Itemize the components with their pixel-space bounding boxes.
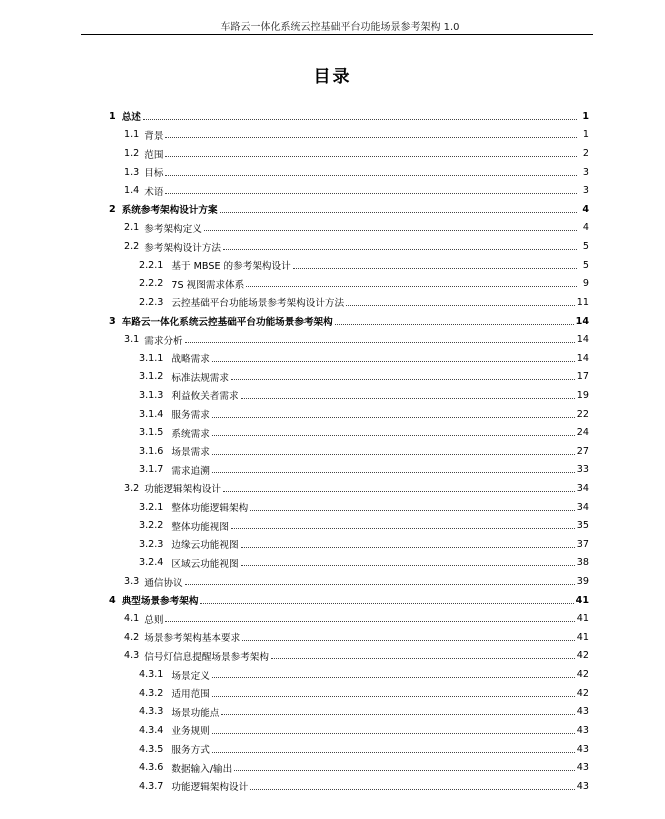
toc-dot-leader (200, 603, 573, 604)
toc-entry-page-number: 22 (576, 408, 589, 420)
toc-entry-page-number: 9 (582, 278, 589, 290)
toc-dot-leader (231, 528, 575, 529)
toc-dot-leader (242, 640, 575, 641)
toc-entry-label: 功能逻辑架构设计 (144, 484, 222, 496)
toc-entry-label: 术语 (144, 186, 164, 198)
toc-entry[interactable] (0, 554, 665, 573)
toc-entry-label: 7S 视图需求体系 (171, 279, 245, 291)
toc-entry-label: 场景需求 (171, 447, 210, 459)
toc-entry-page-number: 43 (576, 762, 589, 774)
toc-entry-label: 边缘云功能视图 (171, 540, 239, 552)
toc-entry[interactable] (0, 591, 665, 610)
toc-entry[interactable] (0, 703, 665, 722)
toc-entry-number: 3.1.3 (139, 389, 164, 401)
toc-entry[interactable] (0, 461, 665, 480)
toc-entry-number: 3.1.4 (139, 408, 164, 420)
toc-entry[interactable] (0, 609, 665, 628)
toc-dot-leader (223, 491, 575, 492)
toc-entry-label: 场景定义 (171, 670, 210, 682)
toc-entry[interactable] (0, 665, 665, 684)
toc-dot-leader (212, 733, 575, 734)
toc-dot-leader (165, 175, 577, 176)
toc-entry-page-number: 1 (582, 129, 589, 141)
toc-entry-page-number: 41 (575, 594, 589, 606)
toc-entry-label: 总则 (144, 614, 164, 626)
toc-dot-leader (212, 435, 575, 436)
toc-entry-number: 3.1.7 (139, 464, 164, 476)
toc-entry[interactable] (0, 368, 665, 387)
toc-entry-page-number: 3 (582, 185, 589, 197)
toc-entry[interactable] (0, 256, 665, 275)
toc-entry-number: 3 (109, 315, 116, 327)
toc-entry-number: 3.2.2 (139, 520, 164, 532)
toc-entry-page-number: 14 (576, 334, 589, 346)
toc-entry-number: 4.3.5 (139, 743, 164, 755)
toc-entry-label: 整体功能逻辑架构 (171, 503, 249, 515)
toc-entry-page-number: 1 (582, 110, 589, 122)
toc-entry-label: 适用范围 (171, 689, 210, 701)
toc-entry[interactable] (0, 423, 665, 442)
toc-dot-leader (185, 342, 575, 343)
toc-dot-leader (212, 472, 575, 473)
toc-dot-leader (212, 454, 575, 455)
toc-entry-page-number: 3 (582, 166, 589, 178)
toc-entry-number: 4.3.1 (139, 669, 164, 681)
toc-entry-label: 目标 (144, 168, 164, 180)
toc-entry[interactable] (0, 498, 665, 517)
toc-entry-label: 场景功能点 (171, 707, 220, 719)
toc-dot-leader (212, 696, 575, 697)
toc-entry[interactable] (0, 200, 665, 219)
toc-dot-leader (250, 789, 575, 790)
header-divider (81, 34, 593, 35)
toc-entry-number: 2.2 (124, 241, 140, 253)
toc-entry-page-number: 4 (582, 203, 589, 215)
toc-entry-label: 区域云功能视图 (171, 558, 239, 570)
toc-entry-label: 参考架构定义 (144, 223, 202, 235)
toc-entry-page-number: 42 (576, 669, 589, 681)
toc-entry[interactable] (0, 293, 665, 312)
toc-entry[interactable] (0, 181, 665, 200)
toc-entry-page-number: 14 (575, 315, 589, 327)
toc-entry-number: 3.1.1 (139, 352, 164, 364)
toc-entry-number: 1.3 (124, 166, 140, 178)
toc-entry[interactable] (0, 628, 665, 647)
toc-entry-number: 2 (109, 203, 116, 215)
toc-dot-leader (143, 119, 577, 120)
toc-entry[interactable] (0, 126, 665, 145)
toc-dot-leader (220, 212, 577, 213)
toc-entry-number: 1.1 (124, 129, 140, 141)
toc-entry-number: 4.2 (124, 631, 140, 643)
toc-dot-leader (346, 305, 575, 306)
toc-dot-leader (250, 510, 575, 511)
toc-entry-label: 典型场景参考架构 (121, 596, 199, 608)
toc-dot-leader (246, 286, 577, 287)
toc-entry[interactable] (0, 349, 665, 368)
toc-entry-page-number: 11 (576, 296, 589, 308)
toc-entry-page-number: 34 (576, 482, 589, 494)
toc-entry-label: 业务规则 (171, 726, 210, 738)
toc-dot-leader (212, 361, 575, 362)
toc-entry[interactable] (0, 330, 665, 349)
toc-entry[interactable] (0, 572, 665, 591)
toc-entry-number: 4.3.6 (139, 762, 164, 774)
toc-entry[interactable] (0, 163, 665, 182)
toc-entry-page-number: 41 (576, 631, 589, 643)
toc-entry-page-number: 43 (576, 724, 589, 736)
toc-entry-number: 4 (109, 594, 116, 606)
toc-entry-page-number: 43 (576, 706, 589, 718)
toc-entry[interactable] (0, 516, 665, 535)
toc-entry-label: 通信协议 (144, 577, 183, 589)
toc-entry-label: 数据输入/输出 (171, 763, 233, 775)
toc-entry-page-number: 5 (582, 259, 589, 271)
toc-entry[interactable] (0, 107, 665, 126)
toc-entry-label: 利益攸关者需求 (171, 391, 239, 403)
toc-entry-page-number: 33 (576, 464, 589, 476)
toc-entry-page-number: 37 (576, 538, 589, 550)
toc-entry-label: 需求追溯 (171, 465, 210, 477)
toc-entry-label: 车路云一体化系统云控基础平台功能场景参考架构 (121, 317, 333, 328)
toc-entry-label: 背景 (144, 130, 164, 142)
toc-entry-number: 3.1.2 (139, 371, 164, 383)
toc-entry-number: 4.1 (124, 613, 140, 625)
toc-dot-leader (204, 230, 577, 231)
toc-entry-label: 服务需求 (171, 410, 210, 422)
toc-entry-label: 战略需求 (171, 354, 210, 366)
toc-entry-label: 基于 MBSE 的参考架构设计 (171, 261, 291, 273)
toc-dot-leader (212, 752, 575, 753)
page-header: 车路云一体化系统云控基础平台功能场景参考架构 1.0 (220, 22, 460, 33)
toc-entry-number: 2.2.3 (139, 296, 164, 308)
toc-dot-leader (165, 137, 577, 138)
toc-entry-page-number: 42 (576, 650, 589, 662)
toc-dot-leader (241, 565, 575, 566)
toc-entry-number: 2.2.1 (139, 259, 164, 271)
toc-entry-number: 1.2 (124, 148, 140, 160)
toc-entry-number: 3.2.1 (139, 501, 164, 513)
toc-entry-label: 系统参考架构设计方案 (121, 205, 218, 217)
table-of-contents (0, 107, 665, 796)
toc-entry[interactable] (0, 777, 665, 796)
toc-dot-leader (271, 658, 575, 659)
toc-entry-label: 云控基础平台功能场景参考架构设计方法 (171, 298, 345, 310)
toc-entry[interactable] (0, 237, 665, 256)
toc-entry-label: 信号灯信息提醒场景参考架构 (144, 651, 269, 663)
toc-entry[interactable] (0, 274, 665, 293)
toc-entry[interactable] (0, 740, 665, 759)
toc-entry-label: 整体功能视图 (171, 521, 229, 533)
toc-entry-label: 服务方式 (171, 745, 210, 757)
toc-dot-leader (221, 714, 574, 715)
toc-entry-number: 3.2.4 (139, 557, 164, 569)
toc-entry-page-number: 38 (576, 557, 589, 569)
toc-entry-number: 3.2.3 (139, 538, 164, 550)
toc-entry-page-number: 4 (582, 222, 589, 234)
toc-entry-number: 3.3 (124, 576, 140, 588)
toc-entry-page-number: 17 (576, 371, 589, 383)
toc-entry-label: 功能逻辑架构设计 (171, 782, 249, 794)
toc-dot-leader (212, 677, 575, 678)
toc-entry-number: 4.3.4 (139, 724, 164, 736)
toc-dot-leader (241, 398, 575, 399)
toc-entry-number: 3.1.5 (139, 427, 164, 439)
toc-entry-page-number: 43 (576, 780, 589, 792)
toc-entry-label: 总述 (121, 112, 141, 124)
toc-entry[interactable] (0, 479, 665, 498)
toc-entry-page-number: 43 (576, 743, 589, 755)
page-title: 目录 (313, 67, 352, 87)
toc-entry-number: 4.3.2 (139, 687, 164, 699)
toc-entry[interactable] (0, 535, 665, 554)
toc-entry-number: 1 (109, 110, 116, 122)
toc-entry-page-number: 5 (582, 241, 589, 253)
toc-entry-number: 3.1 (124, 334, 140, 346)
toc-entry-number: 4.3 (124, 650, 140, 662)
toc-dot-leader (185, 584, 575, 585)
toc-entry[interactable] (0, 219, 665, 238)
toc-entry-label: 需求分析 (144, 335, 183, 347)
toc-entry-label: 场景参考架构基本要求 (144, 633, 241, 645)
toc-entry-label: 范围 (144, 149, 164, 161)
toc-entry[interactable] (0, 144, 665, 163)
toc-entry[interactable] (0, 647, 665, 666)
toc-entry-page-number: 19 (576, 389, 589, 401)
toc-entry[interactable] (0, 312, 665, 331)
toc-entry[interactable] (0, 758, 665, 777)
toc-entry-page-number: 42 (576, 687, 589, 699)
toc-dot-leader (165, 156, 577, 157)
toc-entry-page-number: 27 (576, 445, 589, 457)
toc-entry-number: 4.3.3 (139, 706, 164, 718)
toc-entry-page-number: 39 (576, 576, 589, 588)
toc-entry-page-number: 2 (582, 148, 589, 160)
toc-entry-label: 参考架构设计方法 (144, 242, 222, 254)
toc-entry-number: 4.3.7 (139, 780, 164, 792)
toc-entry-number: 2.2.2 (139, 278, 164, 290)
toc-dot-leader (335, 324, 574, 325)
toc-entry-label: 系统需求 (171, 428, 210, 440)
toc-dot-leader (234, 770, 575, 771)
toc-entry[interactable] (0, 442, 665, 461)
toc-entry-page-number: 24 (576, 427, 589, 439)
toc-entry-number: 3.2 (124, 482, 140, 494)
toc-entry[interactable] (0, 386, 665, 405)
toc-dot-leader (231, 379, 575, 380)
toc-entry[interactable] (0, 405, 665, 424)
toc-entry-page-number: 34 (576, 501, 589, 513)
toc-dot-leader (241, 547, 575, 548)
toc-entry-page-number: 35 (576, 520, 589, 532)
toc-dot-leader (165, 621, 574, 622)
toc-entry-number: 3.1.6 (139, 445, 164, 457)
toc-dot-leader (223, 249, 577, 250)
toc-entry-page-number: 14 (576, 352, 589, 364)
toc-dot-leader (293, 268, 577, 269)
toc-entry-label: 标准法规需求 (171, 372, 229, 384)
toc-entry[interactable] (0, 721, 665, 740)
toc-entry-number: 2.1 (124, 222, 140, 234)
toc-entry-number: 1.4 (124, 185, 140, 197)
toc-dot-leader (165, 193, 577, 194)
toc-dot-leader (212, 417, 575, 418)
toc-entry[interactable] (0, 684, 665, 703)
toc-entry-page-number: 41 (576, 613, 589, 625)
